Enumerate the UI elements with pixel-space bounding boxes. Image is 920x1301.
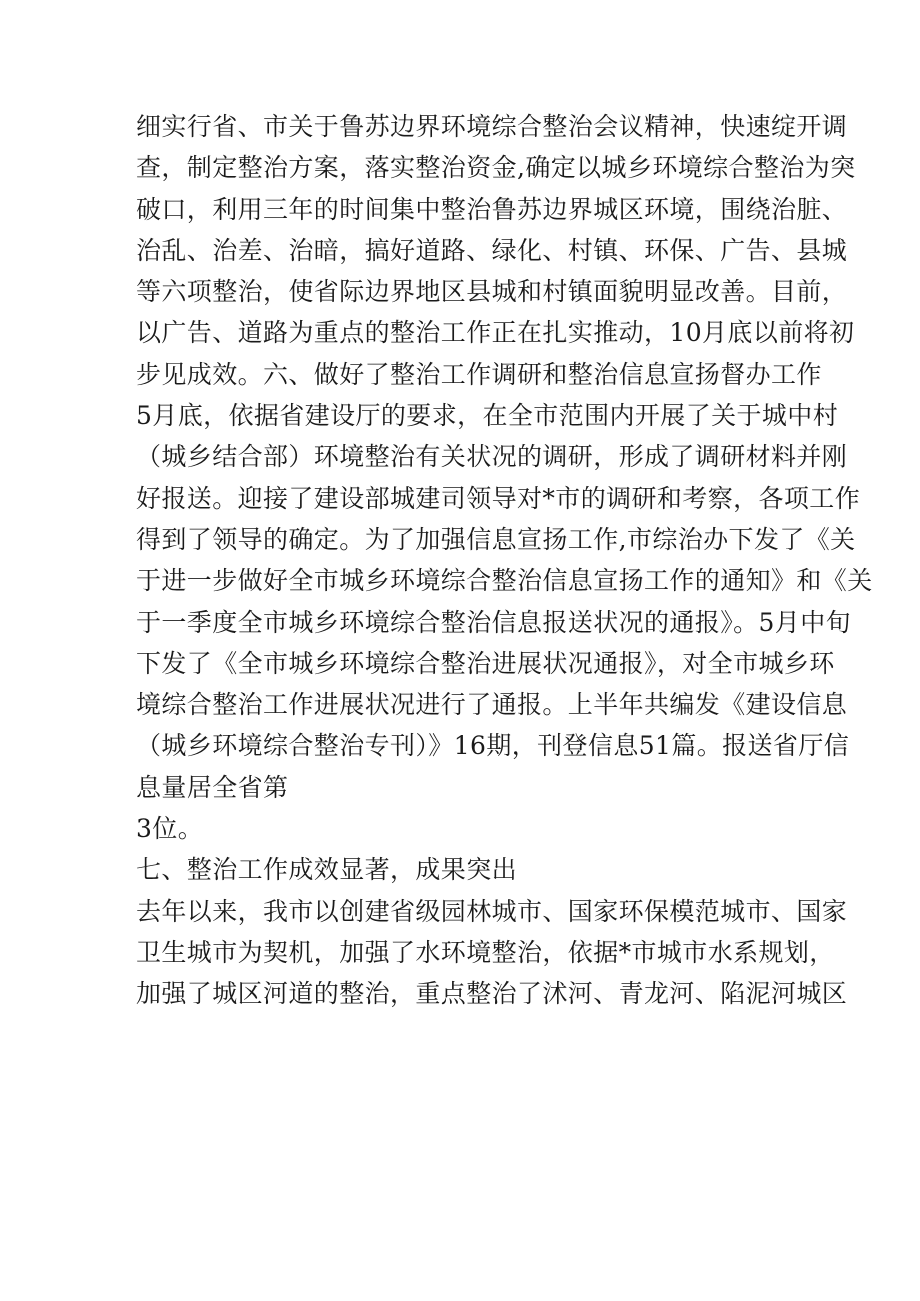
text-line: 步见成效。六、做好了整治工作调研和整治信息宣扬督办工作: [136, 359, 822, 389]
text-line: 息量居全省第: [136, 772, 289, 802]
text-line: 治乱、治差、治暗，搞好道路、绿化、村镇、环保、广告、县城: [136, 235, 848, 265]
text-line: 细实行省、市关于鲁苏边界环境综合整治会议精神，快速绽开调: [136, 112, 848, 141]
text-line: 去年以来，我市以创建省级园林城市、国家环保模范城市、国家: [136, 896, 848, 926]
text-line: 下发了《全市城乡环境综合整治进展状况通报》，对全市城乡环: [136, 648, 835, 678]
body-text: [136, 106, 873, 1015]
text-line: 查，制定整治方案，落实整治资金,确定以城乡环境综合整治为突: [136, 153, 856, 183]
text-line: 于一季度全市城乡环境综合整治信息报送状况的通报》。5月中旬: [136, 607, 852, 637]
text-line: 好报送。迎接了建设部城建司领导对*市的调研和考察，各项工作: [136, 483, 861, 513]
section-heading: 七、整治工作成效显著，成果突出: [136, 855, 518, 885]
text-line: 境综合整治工作进展状况进行了通报。上半年共编发《建设信息: [136, 690, 848, 720]
text-line: 于进一步做好全市城乡环境综合整治信息宣扬工作的通知》和《关: [136, 566, 873, 596]
text-line: 卫生城市为契机，加强了水环境整治，依据*市城市水系规划，: [136, 937, 835, 967]
text-line: 破口，利用三年的时间集中整治鲁苏边界城区环境，围绕治脏、: [136, 194, 848, 224]
text-line: 得到了领导的确定。为了加强信息宣扬工作,市综治办下发了《关: [136, 524, 856, 554]
text-line: （城乡结合部）环境整治有关状况的调研，形成了调研材料并刚: [136, 442, 848, 472]
text-line: （城乡环境综合整治专刊）》16期，刊登信息51篇。报送省厅信: [136, 731, 850, 761]
text-line: 加强了城区河道的整治，重点整治了沭河、青龙河、陷泥河城区: [136, 979, 848, 1009]
text-line: 3位。: [136, 814, 204, 844]
text-line: 5月底，依据省建设厅的要求，在全市范围内开展了关于城中村: [136, 401, 839, 431]
text-line: 以广告、道路为重点的整治工作正在扎实推动，10月底以前将初: [136, 318, 855, 348]
text-line: 等六项整治，使省际边界地区县城和村镇面貌明显改善。目前，: [136, 277, 848, 307]
